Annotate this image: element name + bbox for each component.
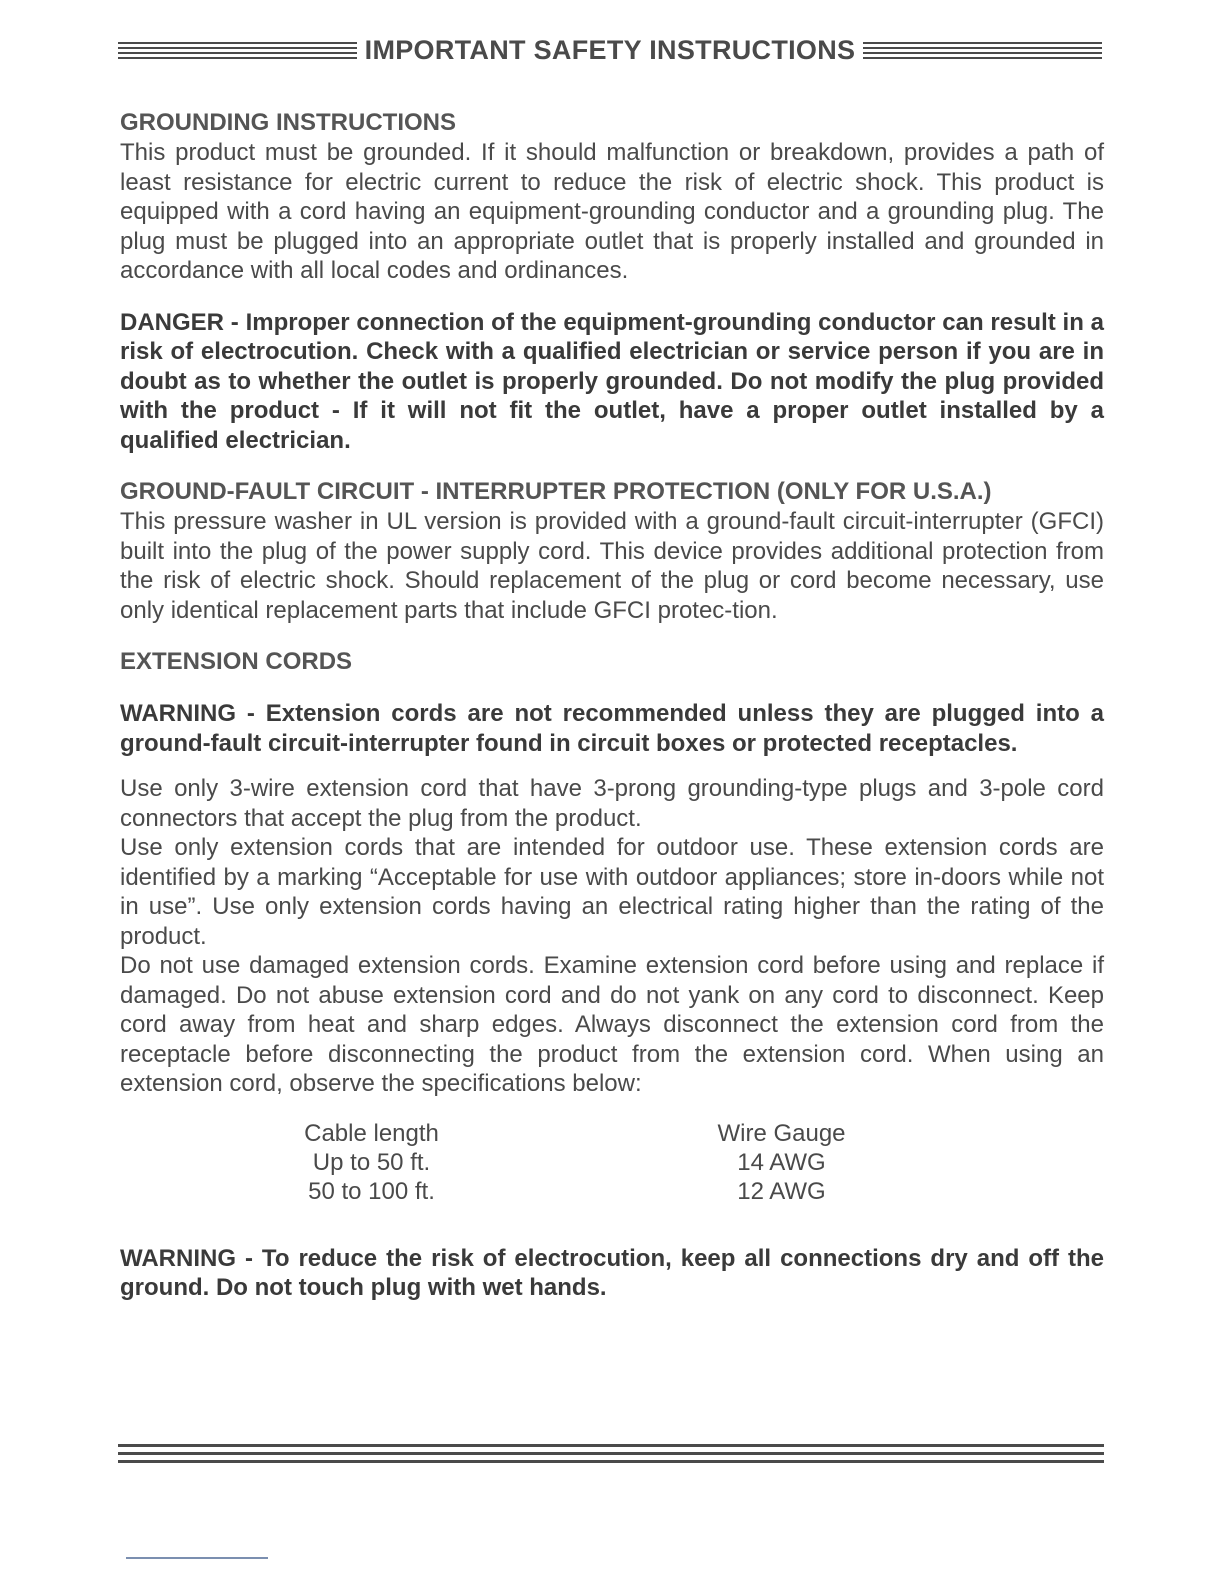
extension-para-3: Do not use damaged extension cords. Examine extension cord before using and replace if damaged. Do not abuse extension cord and do not yank on any cord to disconnect. Keep cord away from heat and sharp edges. Always disconnect the extension cord from the receptacle before disconnecting the product from the extension cord. When using an extension cord, observe the specifications below: [120,952,1104,1097]
grounding-heading: GROUNDING INSTRUCTIONS [120,109,456,136]
page-header [118,34,1102,66]
gfci-text: This pressure washer in UL version is provided with a ground-fault circuit-interrupter (GFCI) built into the plug of the power supply cord. This device provides additional protection from the risk of electric shock. Should replacement of the plug or cord become necessary, use only identical replacement parts that include GFCI protec-tion. [120,508,1104,624]
final-warning: WARNING - To reduce the risk of electrocution, keep all connections dry and off the ground. Do not touch plug with wet hands. [120,1244,1104,1301]
spec-col-gauge [709,1119,854,1206]
spec-header-length: Cable length [304,1119,439,1147]
gfci-heading: GROUND-FAULT CIRCUIT - INTERRUPTER PROTECTION (ONLY FOR U.S.A.) [120,478,992,505]
danger-text: DANGER - Improper connection of the equipment-grounding conductor can result in a risk of electrocution. Check with a qualified electrician or service person if you are in doubt as to whether the outlet is properly grounded. Do not modify the plug provided with the product - If it will not fit the outlet, have a proper outlet installed by a qualified electrician. [120,308,1104,454]
spec-cell-length: Up to 50 ft. [312,1148,431,1176]
content [120,108,1104,1303]
header-rule-right [863,42,1102,59]
spec-header-gauge: Wire Gauge [717,1119,846,1147]
spec-cell-gauge: 14 AWG [737,1148,826,1176]
extension-para-2: Use only extension cords that are intended for outdoor use. These extension cords are identified by a marking “Acceptable for use with outdoor appliances; store in-doors while not in use”. Use only extension cords having an electrical rating higher than the rating of the product. [120,834,1104,950]
spec-table [294,1119,1104,1206]
page-title: IMPORTANT SAFETY INSTRUCTIONS [364,34,856,65]
footer-rule [118,1444,1104,1468]
extension-heading: EXTENSION CORDS [120,648,353,675]
spec-cell-length: 50 to 100 ft. [308,1177,435,1205]
grounding-text: This product must be grounded. If it should malfunction or breakdown, provides a path of least resistance for electric current to reduce the risk of electric shock. This product is equipped with a cord having an equipment-grounding conductor and a grounding plug. The plug must be plugged into an appropriate outlet that is properly installed and grounded in accordance with all local codes and ordinances. [120,139,1104,284]
header-rule-left [118,42,357,59]
extension-warning: WARNING - Extension cords are not recommended unless they are plugged into a ground-fault circuit-interrupter found in circuit boxes or protected receptacles. [120,700,1104,757]
spec-col-length [294,1119,449,1206]
spec-cell-gauge: 12 AWG [737,1177,826,1205]
corner-mark [126,1557,268,1559]
extension-para-1: Use only 3-wire extension cord that have 3-prong grounding-type plugs and 3-pole cord connectors that accept the plug from the product. [120,775,1104,832]
